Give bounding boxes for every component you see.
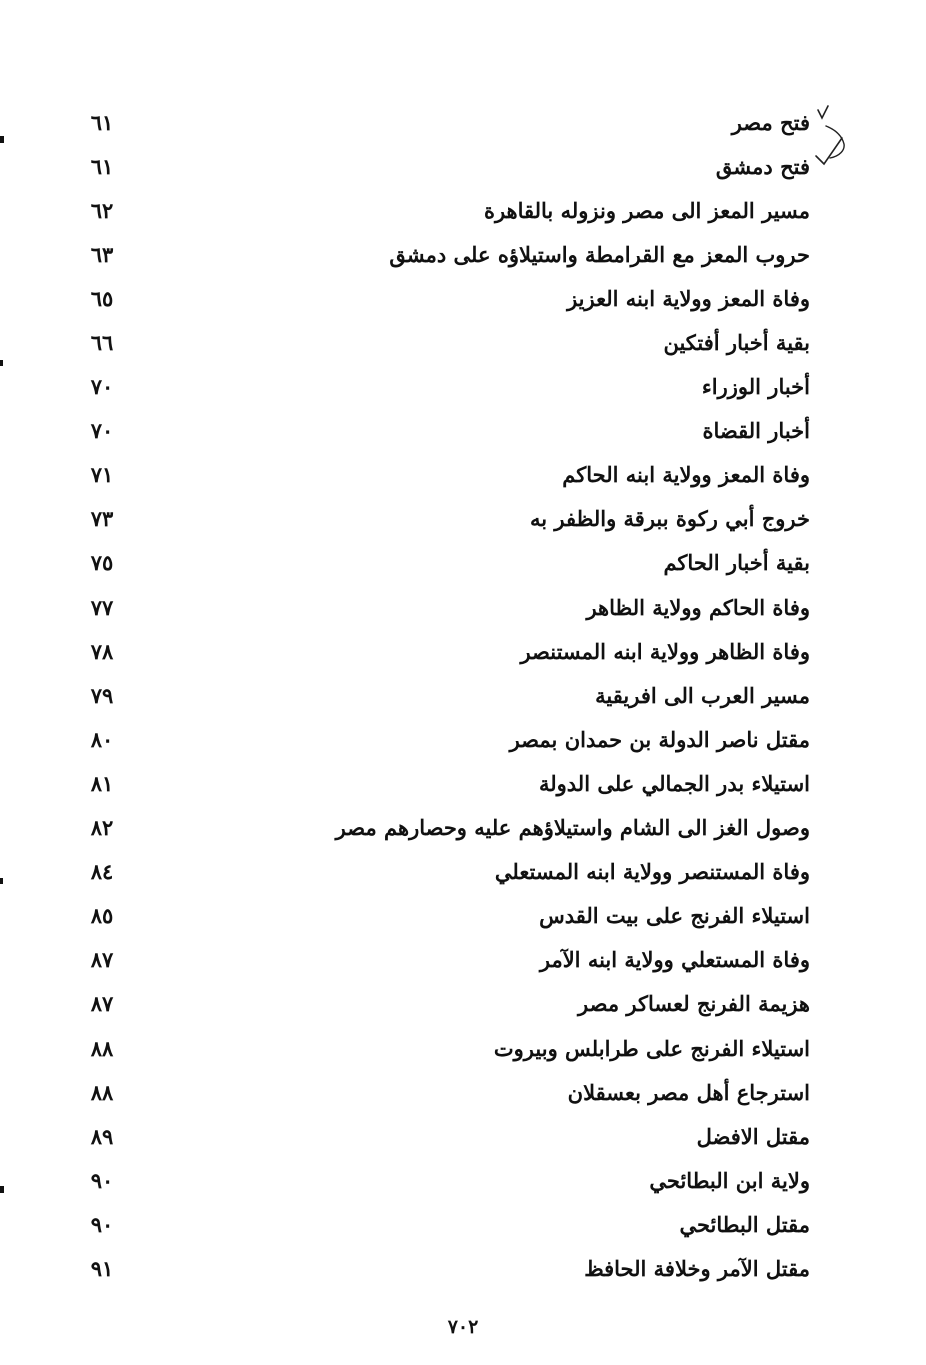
toc-entry-page: ٩١ bbox=[90, 1255, 114, 1281]
toc-entry bbox=[78, 1202, 810, 1246]
toc-entry bbox=[78, 982, 810, 1026]
toc-entry-page: ٨٠ bbox=[90, 726, 114, 752]
toc-entry-page: ٦٥ bbox=[90, 285, 114, 311]
toc-entry bbox=[78, 850, 810, 894]
toc-entry-title: استيلاء الفرنج على طرابلس وبيروت bbox=[493, 1035, 810, 1061]
toc-entry-title: وصول الغز الى الشام واستيلاؤهم عليه وحصارهم مصر bbox=[335, 815, 810, 841]
toc-entry-page: ٨٨ bbox=[90, 1079, 114, 1105]
toc-entry bbox=[78, 100, 810, 144]
toc-entry bbox=[78, 761, 810, 805]
toc-entry bbox=[78, 673, 810, 717]
toc-entry-page: ٨٨ bbox=[90, 1035, 114, 1061]
toc-entry-page: ٦٢ bbox=[90, 197, 114, 223]
toc-entry-title: وفاة المستعلي وولاية ابنه الآمر bbox=[539, 947, 810, 973]
toc-entry-page: ٦٣ bbox=[90, 241, 114, 267]
toc-entry bbox=[78, 365, 810, 409]
toc-entry-page: ٨٤ bbox=[90, 859, 114, 885]
toc-entry-title: وفاة الظاهر وولاية ابنه المستنصر bbox=[520, 638, 810, 664]
toc-entry bbox=[78, 585, 810, 629]
toc-entry-title: بقية أخبار الحاكم bbox=[663, 550, 810, 576]
toc-entry-title: مقتل الافضل bbox=[696, 1123, 810, 1149]
toc-entry bbox=[78, 1246, 810, 1290]
margin-mark bbox=[0, 878, 3, 884]
toc-entry-page: ٩٠ bbox=[90, 1167, 114, 1193]
toc-entry-page: ٨٢ bbox=[90, 815, 114, 841]
toc-entry-page: ٦١ bbox=[90, 109, 114, 135]
toc-entry-page: ٦٦ bbox=[90, 330, 114, 356]
toc-entry-title: استيلاء بدر الجمالي على الدولة bbox=[538, 770, 810, 796]
toc-entry-page: ٨٧ bbox=[90, 947, 114, 973]
toc-entry bbox=[78, 629, 810, 673]
toc-entry bbox=[78, 1070, 810, 1114]
toc-entry bbox=[78, 144, 810, 188]
toc-entry bbox=[78, 1158, 810, 1202]
toc-entry-title: استيلاء الفرنج على بيت القدس bbox=[539, 903, 810, 929]
toc-entry-title: أخبار القضاة bbox=[702, 418, 810, 444]
toc-entry-title: مقتل البطائحي bbox=[679, 1211, 810, 1237]
toc-entry-page: ٨٥ bbox=[90, 903, 114, 929]
toc-entry-page: ٦١ bbox=[90, 153, 114, 179]
toc-entry bbox=[78, 188, 810, 232]
toc-entry-title: مسير العرب الى افريقية bbox=[595, 682, 810, 708]
toc-entry bbox=[78, 232, 810, 276]
toc-entry-page: ٨١ bbox=[90, 770, 114, 796]
toc-entry-page: ٩٠ bbox=[90, 1211, 114, 1237]
toc-entry-page: ٨٩ bbox=[90, 1123, 114, 1149]
table-of-contents bbox=[78, 100, 810, 1291]
toc-entry bbox=[78, 806, 810, 850]
toc-entry-title: فتح مصر bbox=[731, 109, 810, 135]
margin-mark bbox=[0, 360, 3, 366]
toc-entry-title: حروب المعز مع القرامطة واستيلاؤه على دمشق bbox=[389, 241, 810, 267]
toc-entry-title: فتح دمشق bbox=[715, 153, 810, 179]
toc-entry-title: وفاة المعز وولاية ابنه الحاكم bbox=[562, 462, 810, 488]
toc-entry-page: ٧٠ bbox=[90, 374, 114, 400]
toc-entry-title: مسير المعز الى مصر ونزوله بالقاهرة bbox=[483, 197, 810, 223]
toc-entry-title: وفاة المعز وولاية ابنه العزيز bbox=[567, 285, 810, 311]
toc-entry-title: ولاية ابن البطائحي bbox=[649, 1167, 810, 1193]
margin-mark bbox=[0, 136, 4, 143]
toc-entry-title: بقية أخبار أفتكين bbox=[663, 330, 810, 356]
toc-entry-title: استرجاع أهل مصر بعسقلان bbox=[567, 1079, 810, 1105]
toc-entry-title: أخبار الوزراء bbox=[701, 374, 810, 400]
margin-mark bbox=[0, 1186, 4, 1193]
toc-entry-page: ٧١ bbox=[90, 462, 114, 488]
toc-entry bbox=[78, 938, 810, 982]
toc-entry-page: ٧٧ bbox=[90, 594, 114, 620]
toc-entry bbox=[78, 717, 810, 761]
toc-entry bbox=[78, 894, 810, 938]
toc-entry-page: ٧٣ bbox=[90, 506, 114, 532]
toc-entry-page: ٧٩ bbox=[90, 682, 114, 708]
toc-entry-title: وفاة الحاكم وولاية الظاهر bbox=[586, 594, 810, 620]
toc-entry bbox=[78, 276, 810, 320]
toc-entry-title: هزيمة الفرنج لعساكر مصر bbox=[578, 991, 810, 1017]
toc-entry-title: خروج أبي ركوة ببرقة والظفر به bbox=[530, 506, 810, 532]
toc-entry bbox=[78, 453, 810, 497]
toc-entry bbox=[78, 1114, 810, 1158]
toc-entry bbox=[78, 409, 810, 453]
toc-entry-title: مقتل الآمر وخلافة الحافظ bbox=[584, 1255, 810, 1281]
toc-entry bbox=[78, 541, 810, 585]
toc-entry-page: ٧٠ bbox=[90, 418, 114, 444]
handwritten-checkmark-icon bbox=[812, 98, 858, 190]
toc-entry bbox=[78, 497, 810, 541]
page-number-footer: ٧٠٢ bbox=[447, 1316, 479, 1338]
toc-entry-title: مقتل ناصر الدولة بن حمدان بمصر bbox=[509, 726, 810, 752]
toc-entry-title: وفاة المستنصر وولاية ابنه المستعلي bbox=[494, 859, 810, 885]
toc-entry-page: ٧٨ bbox=[90, 638, 114, 664]
toc-entry bbox=[78, 320, 810, 364]
toc-entry bbox=[78, 1026, 810, 1070]
toc-entry-page: ٧٥ bbox=[90, 550, 114, 576]
toc-entry-page: ٨٧ bbox=[90, 991, 114, 1017]
